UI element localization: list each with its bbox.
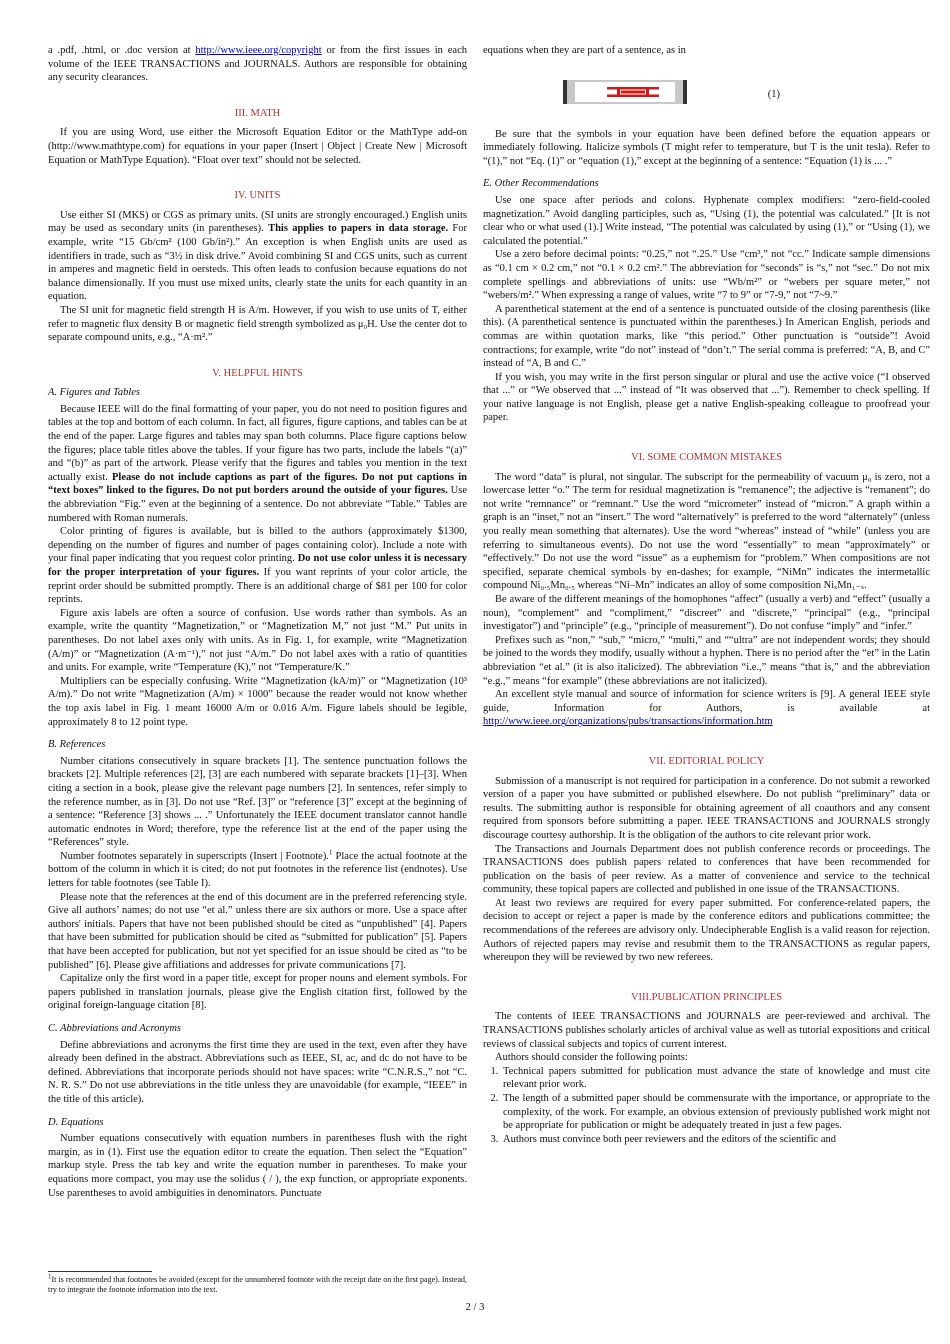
mistakes-paragraph-2: Be aware of the different meanings of the homophones “affect” (usually a verb) and “effect” (usually a noun), “complement” and “compliment,” “discreet” and “discrete,” “principal” (e.g., “principal investigator”) and “principle” (e.g., “principle of measurement”). Do not confuse “imply” and “infer.” (483, 594, 930, 633)
figures-subheading: A. Figures and Tables (48, 387, 140, 399)
units-paragraph-2: The SI unit for magnetic field strength H is A/m. However, if you wish to use units of T, either refer to magnetic flux density B or magnetic field strength symbolized as μ₀H. Use the center dot to separate compound units, e.g., “A·m².” (48, 304, 467, 344)
equation-paragraph-2: Be sure that the symbols in your equation have been defined before the equation appears or immediately following. Italicize symbols (T might refer to temperature, but T is the unit tesla). Refer to “(1),” not “Eq. (1)” or “equation (1),” except at the beginning of a sentence: “Equation (1) is ... .” (483, 128, 930, 167)
mistakes-paragraph-1: The word “data” is plural, not singular. The subscript for the permeability of vacuum μ₀ is zero, not a lowercase letter “o.” The term for residual magnetization is “remanence”; the adjective is “remanent”; do not write “remnance” or “remnant.” Use the word “micrometer” instead of “micron.” A graph within a graph is an “inset,” not an “insert.” The word “alternatively” is preferred to the word “alternately” (unless you really mean something that alternates). Use the word “whereas” instead of “while” (unless you are referring to simultaneous events). Do not use the word “essentially” to mean “approximately” or “effectively.” Do not use the word “issue” as a euphemism for “problem.” When compositions are not specified, separate chemical symbols by en-dashes; for example, “NiMn” indicates the intermetallic compound Ni₀.₅Mn₀.₅ whereas “Ni–Mn” indicates an alloy of some composition NiₓMn₁₋ₓ. (483, 471, 930, 592)
list-item: 2. The length of a submitted paper should be commensurate with the importance, or appropriate to the complexity, of the work. For example, an obvious extension of previously published work might not be appropriate for publication or might be adequately treated in just a few pages. (501, 1092, 930, 1133)
principles-paragraph-2: Authors should consider the following points: (495, 1052, 688, 1064)
equations-paragraph: Number equations consecutively with equation numbers in parentheses flush with the right margin, as in (1). First use the equation editor to create the equation. Then select the “Equation” markup style. Press the tab key and write the equation number in parentheses. To make your equations more compact, you may use the solidus ( / ), the exp function, or appropriate exponents. Use parentheses to avoid ambiguities in denominators. Punctuate (48, 1133, 467, 1199)
editorial-heading: VII. EDITORIAL POLICY (648, 755, 765, 767)
math-paragraph: If you are using Word, use either the Microsoft Equation Editor or the MathType add-on (http://www.mathtype.com) for equations in your paper (Insert | Object | Create New | Microsoft Equation or MathType Equation). “Float over text” should not be selected. (48, 127, 467, 166)
editorial-paragraph-2: The Transactions and Journals Department does not publish conference records or proceedings. The TRANSACTIONS does publish papers related to conferences that have been recommended for publication on the basis of peer review. As a matter of convenience and service to the technical community, these topical papers are collected and published in one issue of the TRANSACTIONS. (483, 843, 930, 896)
units-heading: IV. UNITS (234, 190, 281, 202)
other-paragraph-3: A parenthetical statement at the end of a sentence is punctuated outside of the closing parenthesis (like this). (A parenthetical sentence is punctuated within the parentheses.) In American English, periods and commas are within quotation marks, like “this period.” Other punctuation is “outside”! Avoid contractions; for example, write “do not” instead of “don’t.” The serial comma is preferred: “A, B, and C” instead of “A, B and C.” (483, 303, 930, 370)
references-paragraph-4: Capitalize only the first word in a paper title, except for proper nouns and element symbols. For papers published in translation journals, please give the English citation first, followed by the original foreign-language citation [8]. (48, 973, 467, 1012)
footnote-rule (48, 1271, 152, 1272)
abbreviations-subheading: C. Abbreviations and Acronyms (48, 1023, 181, 1034)
hints-heading: V. HELPFUL HINTS (212, 367, 303, 379)
equation-placeholder-icon (607, 87, 659, 97)
list-item: 1. Technical papers submitted for publication must advance the state of knowledge and must cite relevant prior work. (501, 1065, 930, 1092)
references-paragraph-1: Number citations consecutively in square brackets [1]. The sentence punctuation follows the brackets [2]. Multiple references [2], [3] are each numbered with separate brackets [1]–[3]. When citing a section in a book, please give the relevant page numbers [2]. In sentences, refer simply to the reference number, as in [3]. Do not use “Ref. [3]” or “reference [3]” except at the beginning of a sentence: “Reference [3] shows ... .” Unfortunately the IEEE document translator cannot handle automatic endnotes in Word; therefore, type the reference list at the end of the paper using the “References” style. (48, 755, 467, 849)
mistakes-paragraph-4: An excellent style manual and source of information for science writers is [9]. A general IEEE style guide, Information for Authors, is available at http://www.ieee.org/organizations/pubs/transactions/information.htm (483, 689, 930, 728)
figures-paragraph-2: Color printing of figures is available, but is billed to the authors (approximately $1300, depending on the number of figures and number of pages containing color). Include a note with your final paper indicating that you request color printing. Do not use color unless it is necessary for the proper interpretation of your figures. If you want reprints of your color article, the reprint order should be submitted promptly. There is an additional charge of $81 per 100 for color reprints. (48, 526, 467, 606)
mistakes-paragraph-3: Prefixes such as “non,” “sub,” “micro,” “multi,” and ““ultra” are not independent words; they should be joined to the words they modify, usually without a hyphen. There is no period after the “et” in the Latin abbreviation “et al.” (it is also italicized). The abbreviation “i.e.,” means “that is,” and the abbreviation “e.g.,” means “for example” (these abbreviations are not italicized). (483, 634, 931, 687)
mistakes-heading: VI. SOME COMMON MISTAKES (631, 452, 782, 464)
other-paragraph-4: If you wish, you may write in the first person singular or plural and use the active voice (“I observed that ...” or “We observed that ...” instead of “It was observed that ...”). Remember to check spelling. If your native language is not English, please get a native English-speaking colleague to proofread your paper. (483, 371, 930, 424)
other-paragraph-2: Use a zero before decimal points: “0.25,” not “.25.” Use “cm³,” not “cc.” Indicate sample dimensions as “0.1 cm × 0.2 cm,” not “0.1 × 0.2 cm².” The abbreviation for “seconds” is “s,” not “sec.” Do not mix complete spellings and abbreviations of units: use “Wb/m²” or “webers per square meter,” not “webers/m².” When expressing a range of values, write “7 to 9” or “7-9,” not “7~9.” (483, 249, 930, 302)
intro-paragraph: a .pdf, .html, or .doc version at http://www.ieee.org/copyright or from the first issues in each volume of the IEEE TRANSACTIONS and JOURNALS. Authors are responsible for obtaining any security clearances. (48, 45, 467, 84)
equation-intro: equations when they are part of a sentence, as in (483, 45, 686, 56)
equation-number: (1) (767, 88, 780, 100)
references-paragraph-3: Please note that the references at the end of this document are in the preferred referencing style. Give all authors’ names; do not use “et al.” unless there are six authors or more. Use a space after authors' initials. Papers that have not been published should be cited as “unpublished” [4]. Papers that have been submitted for publication should be cited as “submitted for publication” [5]. Papers that have been accepted for publication, but not yet specified for an issue should be cited as “to be published” [6]. Please give affiliations and addresses for private communications [7]. (48, 891, 467, 971)
principles-paragraph-1: The contents of IEEE TRANSACTIONS and JOURNALS are peer-reviewed and archival. The TRANSACTIONS publishes scholarly articles of archival value as well as tutorial expositions and critical reviews of classical subjects and topics of current interest. (483, 1011, 930, 1050)
editorial-paragraph-3: At least two reviews are required for every paper submitted. For conference-related papers, the decision to accept or reject a paper is made by the conference editors and publications committee; the recommendations of the referees are advisory only. Undecipherable English is a valid reason for rejection. Authors of rejected papers may revise and resubmit them to the TRANSACTIONS as regular papers, whereupon they will be reviewed by two new referees. (483, 897, 930, 964)
principles-heading: VIII.PUBLICATION PRINCIPLES (630, 991, 783, 1003)
copyright-link[interactable]: http://www.ieee.org/copyright (195, 45, 322, 56)
list-item: 3. Authors must convince both peer reviewers and the editors of the scientific and (501, 1133, 930, 1147)
references-paragraph-2: Number footnotes separately in superscripts (Insert | Footnote).$^1$ Place the actual footnote at the bottom of the column in which it is cited; do not put footnotes in the reference list (endnotes). Use letters for table footnotes (see Table I). (48, 848, 467, 890)
abbreviations-paragraph: Define abbreviations and acronyms the first time they are used in the text, even after they have already been defined in the abstract. Abbreviations such as IEEE, SI, ac, and dc do not have to be defined. Abbreviations that incorporate periods should not have spaces: write “C.N.R.S.,” not “C. N. R. S.” Do not use abbreviations in the title unless they are unavoidable (for example, “IEEE” in the title of this article). (48, 1039, 467, 1105)
left-column (48, 44, 467, 1200)
right-column (483, 44, 930, 1146)
other-subheading: E. Other Recommendations (483, 178, 599, 190)
other-paragraph-1: Use one space after periods and colons. Hyphenate complex modifiers: “zero-field-cooled magnetization.” Avoid dangling participles, such as, “Using (1), the potential was calculated.” [It is not clear who or what used (1).] Write instead, “The potential was calculated by using (1),” or “Using (1), we calculated the potential.” (483, 194, 930, 247)
editorial-paragraph-1: Submission of a manuscript is not required for participation in a conference. Do not submit a reworked version of a paper you have submitted or published elsewhere. Do not publish “preliminary” data or results. The submitting author is responsible for obtaining agreement of all coauthors and any consent required from sponsors before submitting a paper. IEEE TRANSACTIONS and JOURNALS strongly discourage courtesy authorship. It is the obligation of the authors to cite relevant prior work. (483, 775, 930, 841)
equations-subheading: D. Equations (48, 1116, 104, 1128)
equation-image (563, 80, 687, 104)
math-heading: III. MATH (234, 107, 281, 119)
information-link[interactable]: http://www.ieee.org/organizations/pubs/transactions/information.htm (483, 716, 773, 728)
figures-paragraph-4: Multipliers can be especially confusing. Write “Magnetization (kA/m)” or “Magnetization (10³ A/m).” Do not write “Magnetization (A/m) × 1000” because the reader would not know whether the top axis label in Fig. 1 meant 16000 A/m or 0.016 A/m. Figure labels should be legible, approximately 8 to 12 point type. (48, 675, 467, 728)
footnote: 1It is recommended that footnotes be avoided (except for the unnumbered footnote with the receipt date on the first page). Instead, try to integrate the footnote information into the text. (48, 1272, 467, 1294)
figures-paragraph-3: Figure axis labels are often a source of confusion. Use words rather than symbols. As an example, write the quantity “Magnetization,” or “Magnetization M,” not just “M.” Put units in parentheses. Do not label axes only with units. As in Fig. 1, for example, write “Magnetization (A/m)” or “Magnetization (A·m⁻¹),” not just “A/m.” Do not label axes with a ratio of quantities and units. For example, write “Temperature (K),” not “Temperature/K.” (48, 607, 467, 674)
figures-paragraph-1: Because IEEE will do the final formatting of your paper, you do not need to position figures and tables at the top and bottom of each column. In fact, all figures, figure captions, and tables can be at the end of the paper. Large figures and tables may span both columns. Place figure captions below the figures; place table titles above the tables. If your figure has two parts, include the labels “(a)” and “(b)” as part of the artwork. Please verify that the figures and tables you mention in the text actually exist. Please do not include captions as part of the figures. Do not put captions in “text boxes” linked to the figures. Do not put borders around the outside of your figures. Use the abbreviation “Fig.” even at the beginning of a sentence. Do not abbreviate “Table.” Tables are numbered with Roman numerals. (48, 403, 467, 524)
references-subheading: B. References (48, 739, 106, 751)
equation-row (483, 76, 930, 128)
page-number: 2 / 3 (465, 1302, 485, 1313)
principles-list (483, 1065, 930, 1147)
units-paragraph-1: Use either SI (MKS) or CGS as primary units. (SI units are strongly encouraged.) English units may be used as secondary units (in parentheses). This applies to papers in data storage. For example, write “15 Gb/cm² (100 Gb/in²).” An exception is when English units are used as identifiers in trade, such as “3½ in disk drive.” Avoid combining SI and CGS units, such as current in amperes and magnetic field in oersteds. This often leads to confusion because equations do not balance dimensionally. If you must use mixed units, clearly state the units for each quantity in an equation. (48, 209, 468, 303)
